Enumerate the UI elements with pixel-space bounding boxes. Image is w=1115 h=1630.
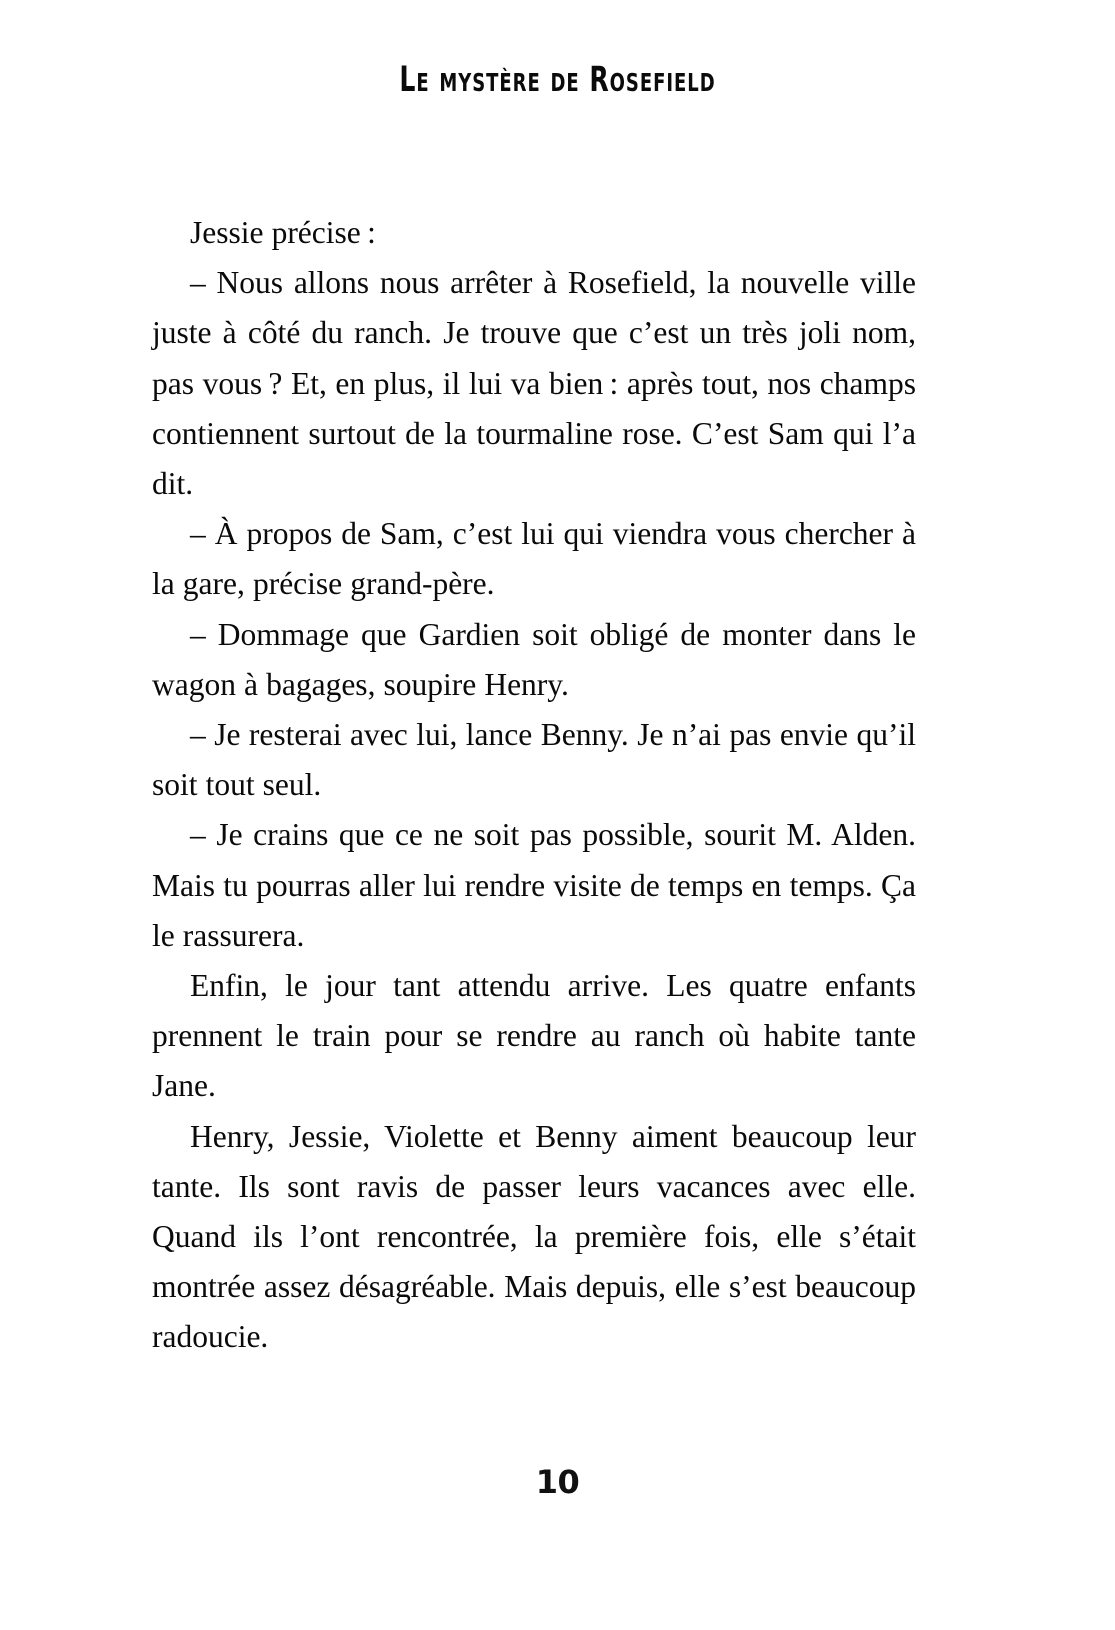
paragraph: – Dommage que Gardien soit obligé de monter dans le wagon à bagages, soupire Henry. (152, 616, 916, 702)
page-number: 10 (535, 1463, 580, 1501)
paragraph: – À propos de Sam, c’est lui qui viendra vous chercher à la gare, précise grand-père. (152, 516, 916, 602)
paragraph: – Je resterai avec lui, lance Benny. Je n’ai pas envie qu’il soit tout seul. (152, 717, 916, 803)
paragraph: Henry, Jessie, Violette et Benny aiment beaucoup leur tante. Ils sont ravis de passer leurs vacances avec elle. Quand ils l’ont rencontrée, la première fois, elle s’était montrée assez désagréable. Mais depuis, elle s’est beaucoup radoucie. (152, 1118, 916, 1355)
paragraph: – Je crains que ce ne soit pas possible, sourit M. Alden. Mais tu pourras aller lui rendre visite de temps en temps. Ça le rassurera. (152, 817, 916, 953)
paragraph: Enfin, le jour tant attendu arrive. Les quatre enfants prennent le train pour se rendre au ranch où habite tante Jane. (152, 968, 916, 1104)
body-text-block (152, 208, 916, 1363)
paragraph: Jessie précise : (190, 215, 376, 250)
running-head-title: Le mystère de Rosefield (399, 60, 716, 100)
paragraph: – Nous allons nous arrêter à Rosefield, la nouvelle ville juste à côté du ranch. Je trouve que c’est un très joli nom, pas vous ? Et, en plus, il lui va bien : après tout, nos champs contiennent surtout de la tourmaline rose. C’est Sam qui l’a dit. (152, 265, 916, 502)
